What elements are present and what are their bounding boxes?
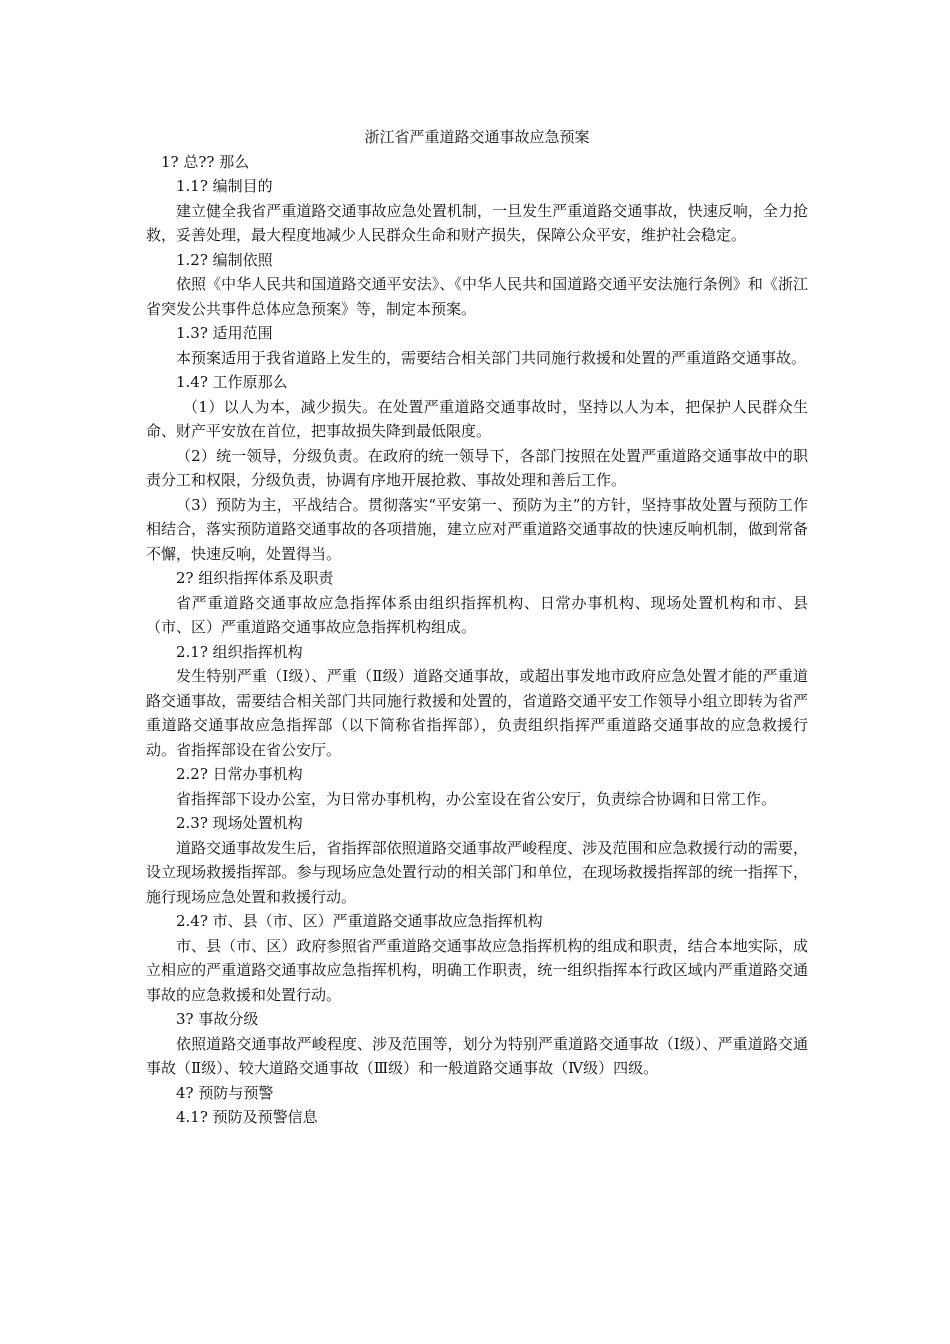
subsection-heading: 1.2? 编制依照 xyxy=(176,250,273,269)
subsection-heading: 2.3? 现场处置机构 xyxy=(176,814,303,832)
body-paragraph: 省严重道路交通事故应急指挥体系由组织指挥机构、日常办事机构、现场处置机构和市、县（市、区）严重道路交通事故应急指挥机构组成。 xyxy=(146,593,808,636)
subsection-heading: 2.4? 市、县（市、区）严重道路交通事故应急指挥机构 xyxy=(176,912,543,930)
subsection-heading: 1.1? 编制目的 xyxy=(176,177,273,195)
body-paragraph: 发生特别严重（Ⅰ级）、严重（Ⅱ级）道路交通事故，或超出事发地市政府应急处置才能的严重道路交通事故，需要结合相关部门共同施行救援和处置的，省道路交通平安工作领导小组立即转为省严重道路交通事故应急指挥部（以下简称省指挥部），负责组织指挥严重道路交通事故的应急救援行动。省指挥部设在省公安厅。 xyxy=(146,667,808,759)
body-paragraph: 依照《中华人民共和国道路交通平安法》、《中华人民共和国道路交通平安法施行条例》和《浙江省突发公共事件总体应急预案》等，制定本预案。 xyxy=(146,275,808,318)
body-paragraph: 建立健全我省严重道路交通事故应急处置机制，一旦发生严重道路交通事故，快速反响，全力抢救，妥善处理，最大程度地减少人民群众生命和财产损失，保障公众平安，维护社会稳定。 xyxy=(146,201,808,244)
subsection-heading: 1.4? 工作原那么 xyxy=(176,373,288,391)
body-paragraph: 市、县（市、区）政府参照省严重道路交通事故应急指挥机构的组成和职责，结合本地实际，成立相应的严重道路交通事故应急指挥机构，明确工作职责，统一组织指挥本行政区域内严重道路交通事故的应急救援和处置行动。 xyxy=(146,936,808,1004)
principle-item: （3）预防为主，平战结合。贯彻落实“平安第一、预防为主”的方针，坚持事故处置与预防工作相结合，落实预防道路交通事故的各项措施，建立应对严重道路交通事故的快速反响机制，做到常备不懈，快速反响，处置得当。 xyxy=(146,495,808,563)
subsection-heading: 2.2? 日常办事机构 xyxy=(176,765,303,783)
section-heading: 4? 预防与预警 xyxy=(176,1083,274,1102)
document-title: 浙江省严重道路交通事故应急预案 xyxy=(364,128,590,146)
subsection-heading: 4.1? 预防及预警信息 xyxy=(176,1108,318,1126)
subsection-heading: 2.1? 组织指挥机构 xyxy=(176,642,303,661)
document-content xyxy=(146,125,808,1130)
body-paragraph: 本预案适用于我省道路上发生的，需要结合相关部门共同施行救援和处置的严重道路交通事故。 xyxy=(176,348,807,367)
principle-item: （1）以人为本，减少损失。在处置严重道路交通事故时，坚持以人为本，把保护人民群众生命、财产平安放在首位，把事故损失降到最低限度。 xyxy=(146,397,808,440)
section-heading: 2? 组织指挥体系及职责 xyxy=(176,569,334,587)
body-paragraph: 道路交通事故发生后，省指挥部依照道路交通事故严峻程度、涉及范围和应急救援行动的需要，设立现场救援指挥部。参与现场应急处置行动的相关部门和单位，在现场救援指挥部的统一指挥下，施行现场应急处置和救援行动。 xyxy=(146,838,808,906)
subsection-heading: 1.3? 适用范围 xyxy=(176,324,273,342)
body-paragraph: 省指挥部下设办公室，为日常办事机构，办公室设在省公安厅，负责综合协调和日常工作。 xyxy=(176,789,777,808)
body-paragraph: 依照道路交通事故严峻程度、涉及范围等，划分为特别严重道路交通事故（Ⅰ级）、严重道路交通事故（Ⅱ级）、较大道路交通事故（Ⅲ级）和一般道路交通事故（Ⅳ级）四级。 xyxy=(146,1034,808,1077)
section-heading: 3? 事故分级 xyxy=(176,1010,259,1028)
section-heading: 1? 总?? 那么 xyxy=(161,152,250,171)
principle-item: （2）统一领导，分级负责。在政府的统一领导下，各部门按照在处置严重道路交通事故中的职责分工和权限，分级负责，协调有序地开展抢救、事故处理和善后工作。 xyxy=(146,446,808,489)
